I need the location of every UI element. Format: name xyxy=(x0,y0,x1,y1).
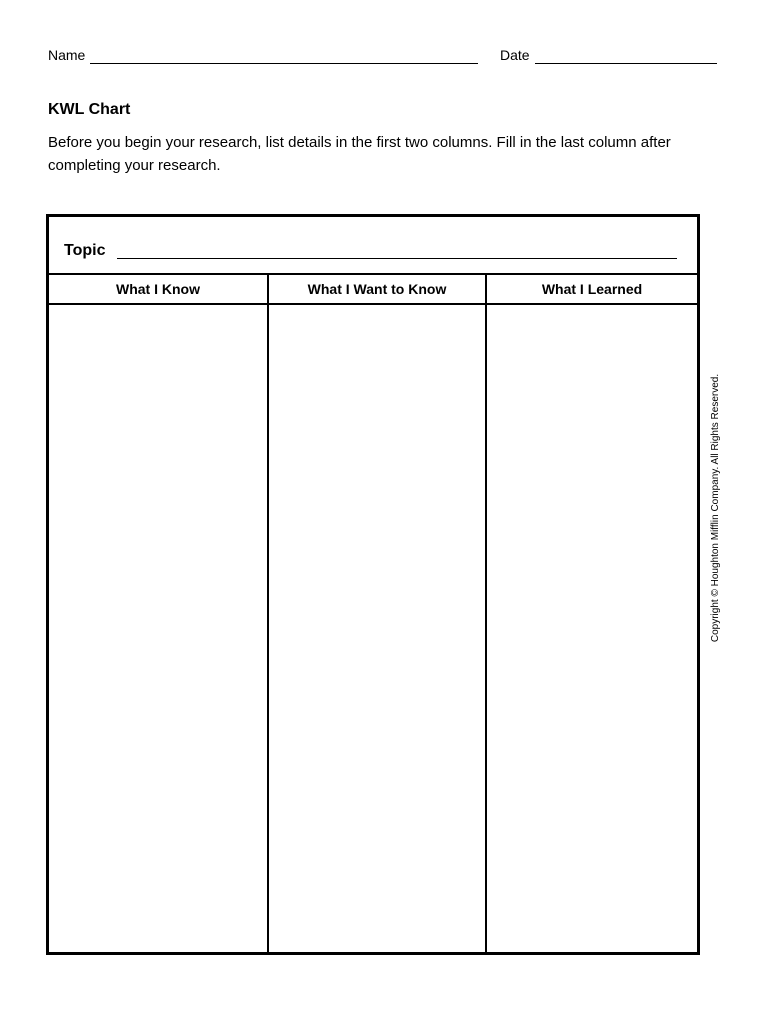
column-what-i-know xyxy=(49,275,267,952)
column-what-i-want-to-know xyxy=(267,275,485,952)
topic-blank-line[interactable] xyxy=(117,258,677,259)
date-blank-line[interactable] xyxy=(535,49,717,64)
date-field xyxy=(500,46,717,64)
column-header-want-to-know: What I Want to Know xyxy=(269,275,485,305)
copyright-notice: Copyright © Houghton Mifflin Company. All Rights Reserved. xyxy=(710,373,721,643)
column-header-learned: What I Learned xyxy=(487,275,697,305)
column-what-i-learned xyxy=(485,275,697,952)
page-title: KWL Chart xyxy=(48,101,131,118)
column-body-want-to-know[interactable] xyxy=(269,305,485,952)
column-body-learned[interactable] xyxy=(487,305,697,952)
name-field xyxy=(48,46,478,64)
name-label: Name xyxy=(48,47,86,63)
date-label: Date xyxy=(500,47,530,63)
column-body-know[interactable] xyxy=(49,305,267,952)
kwl-columns xyxy=(49,275,697,952)
header-fields xyxy=(48,46,728,64)
instructions-text: Before you begin your research, list details in the first two columns. Fill in the last column after completing your research. xyxy=(48,134,671,174)
topic-label: Topic xyxy=(64,242,106,259)
kwl-chart xyxy=(46,214,700,955)
column-header-know: What I Know xyxy=(49,275,267,305)
topic-row xyxy=(49,217,697,275)
name-blank-line[interactable] xyxy=(90,49,478,64)
